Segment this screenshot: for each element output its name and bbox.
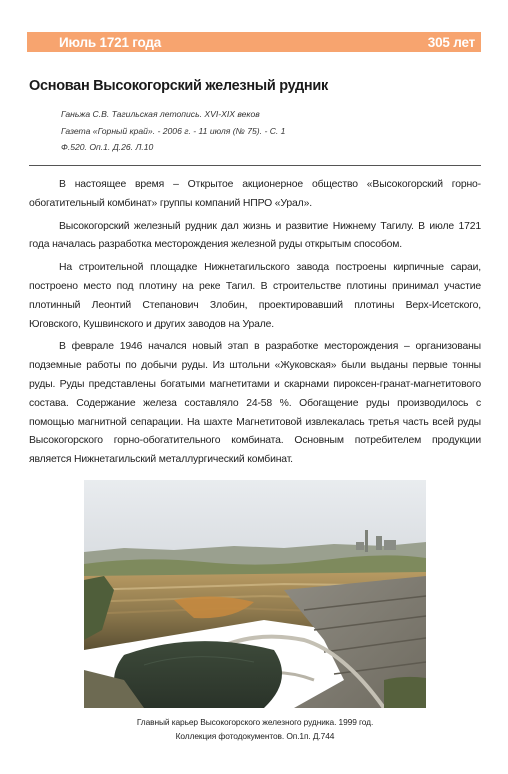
photo-caption-line: Коллекция фотодокументов. Оп.1п. Д.744 xyxy=(175,731,335,741)
chapter-header-bar xyxy=(27,32,481,52)
header-date-label: Июль 1721 года xyxy=(59,34,162,50)
quarry-photo xyxy=(84,480,426,708)
article-title: Основан Высокогорский железный рудник xyxy=(29,78,328,94)
photo-caption xyxy=(84,715,426,743)
body-paragraph: На строительной площадке Нижнетагильского завода построены кирпичные сараи, построено место под плотину на реке Тагил. В строительстве плотины принимал участие плотинный Леонтий Степанович Злобин, проектировавший плотины Верх-Исетского, Юговского, Кушвинского и других заводов на Урале. xyxy=(29,262,481,330)
header-anniversary-label: 305 лет xyxy=(427,34,475,50)
quarry-photo-illustration xyxy=(84,480,426,708)
photo-caption-line: Главный карьер Высокогорского железного рудника. 1999 год. xyxy=(136,717,374,727)
body-paragraph: В феврале 1946 началcя новый этап в разработке месторождения – организованы подземные работы по добычи руды. Из штольни «Жуковская» были выданы первые тонны руды. Руды представлены богатыми магнетитами и скарнами пироксен-гранат-магнетитового состава. Содержание железа составляло 24-58 %. Обогащение руды производилось с помощью магнитной сепарации. На шахте Магнетитовой извлекалась третья часть всей руды Высокогорского горно-обогатительного комбината. Основным потребителем продукции является Нижнетагильский металлургический комбинат. xyxy=(29,341,481,466)
source-references xyxy=(61,106,461,156)
source-reference: Ганьжа С.В. Тагильская летопись. XVI-XIX веков xyxy=(61,109,260,119)
body-paragraph: В настоящее время – Открытое акционерное общество «Высокогорский горно-обогатительный комбинат» группы компаний НПРО «Урал». xyxy=(29,179,481,209)
source-reference: Ф.520. Оп.1. Д.26. Л.10 xyxy=(61,142,154,152)
source-reference: Газета «Горный край». - 2006 г. - 11 июля (№ 75). - С. 1 xyxy=(61,125,286,136)
body-paragraph: Высокогорский железный рудник дал жизнь и развитие Нижнему Тагилу. В июле 1721 года началась разработка месторождения железной руды открытым способом. xyxy=(29,220,481,251)
article-body xyxy=(29,176,481,474)
section-divider xyxy=(29,165,481,166)
